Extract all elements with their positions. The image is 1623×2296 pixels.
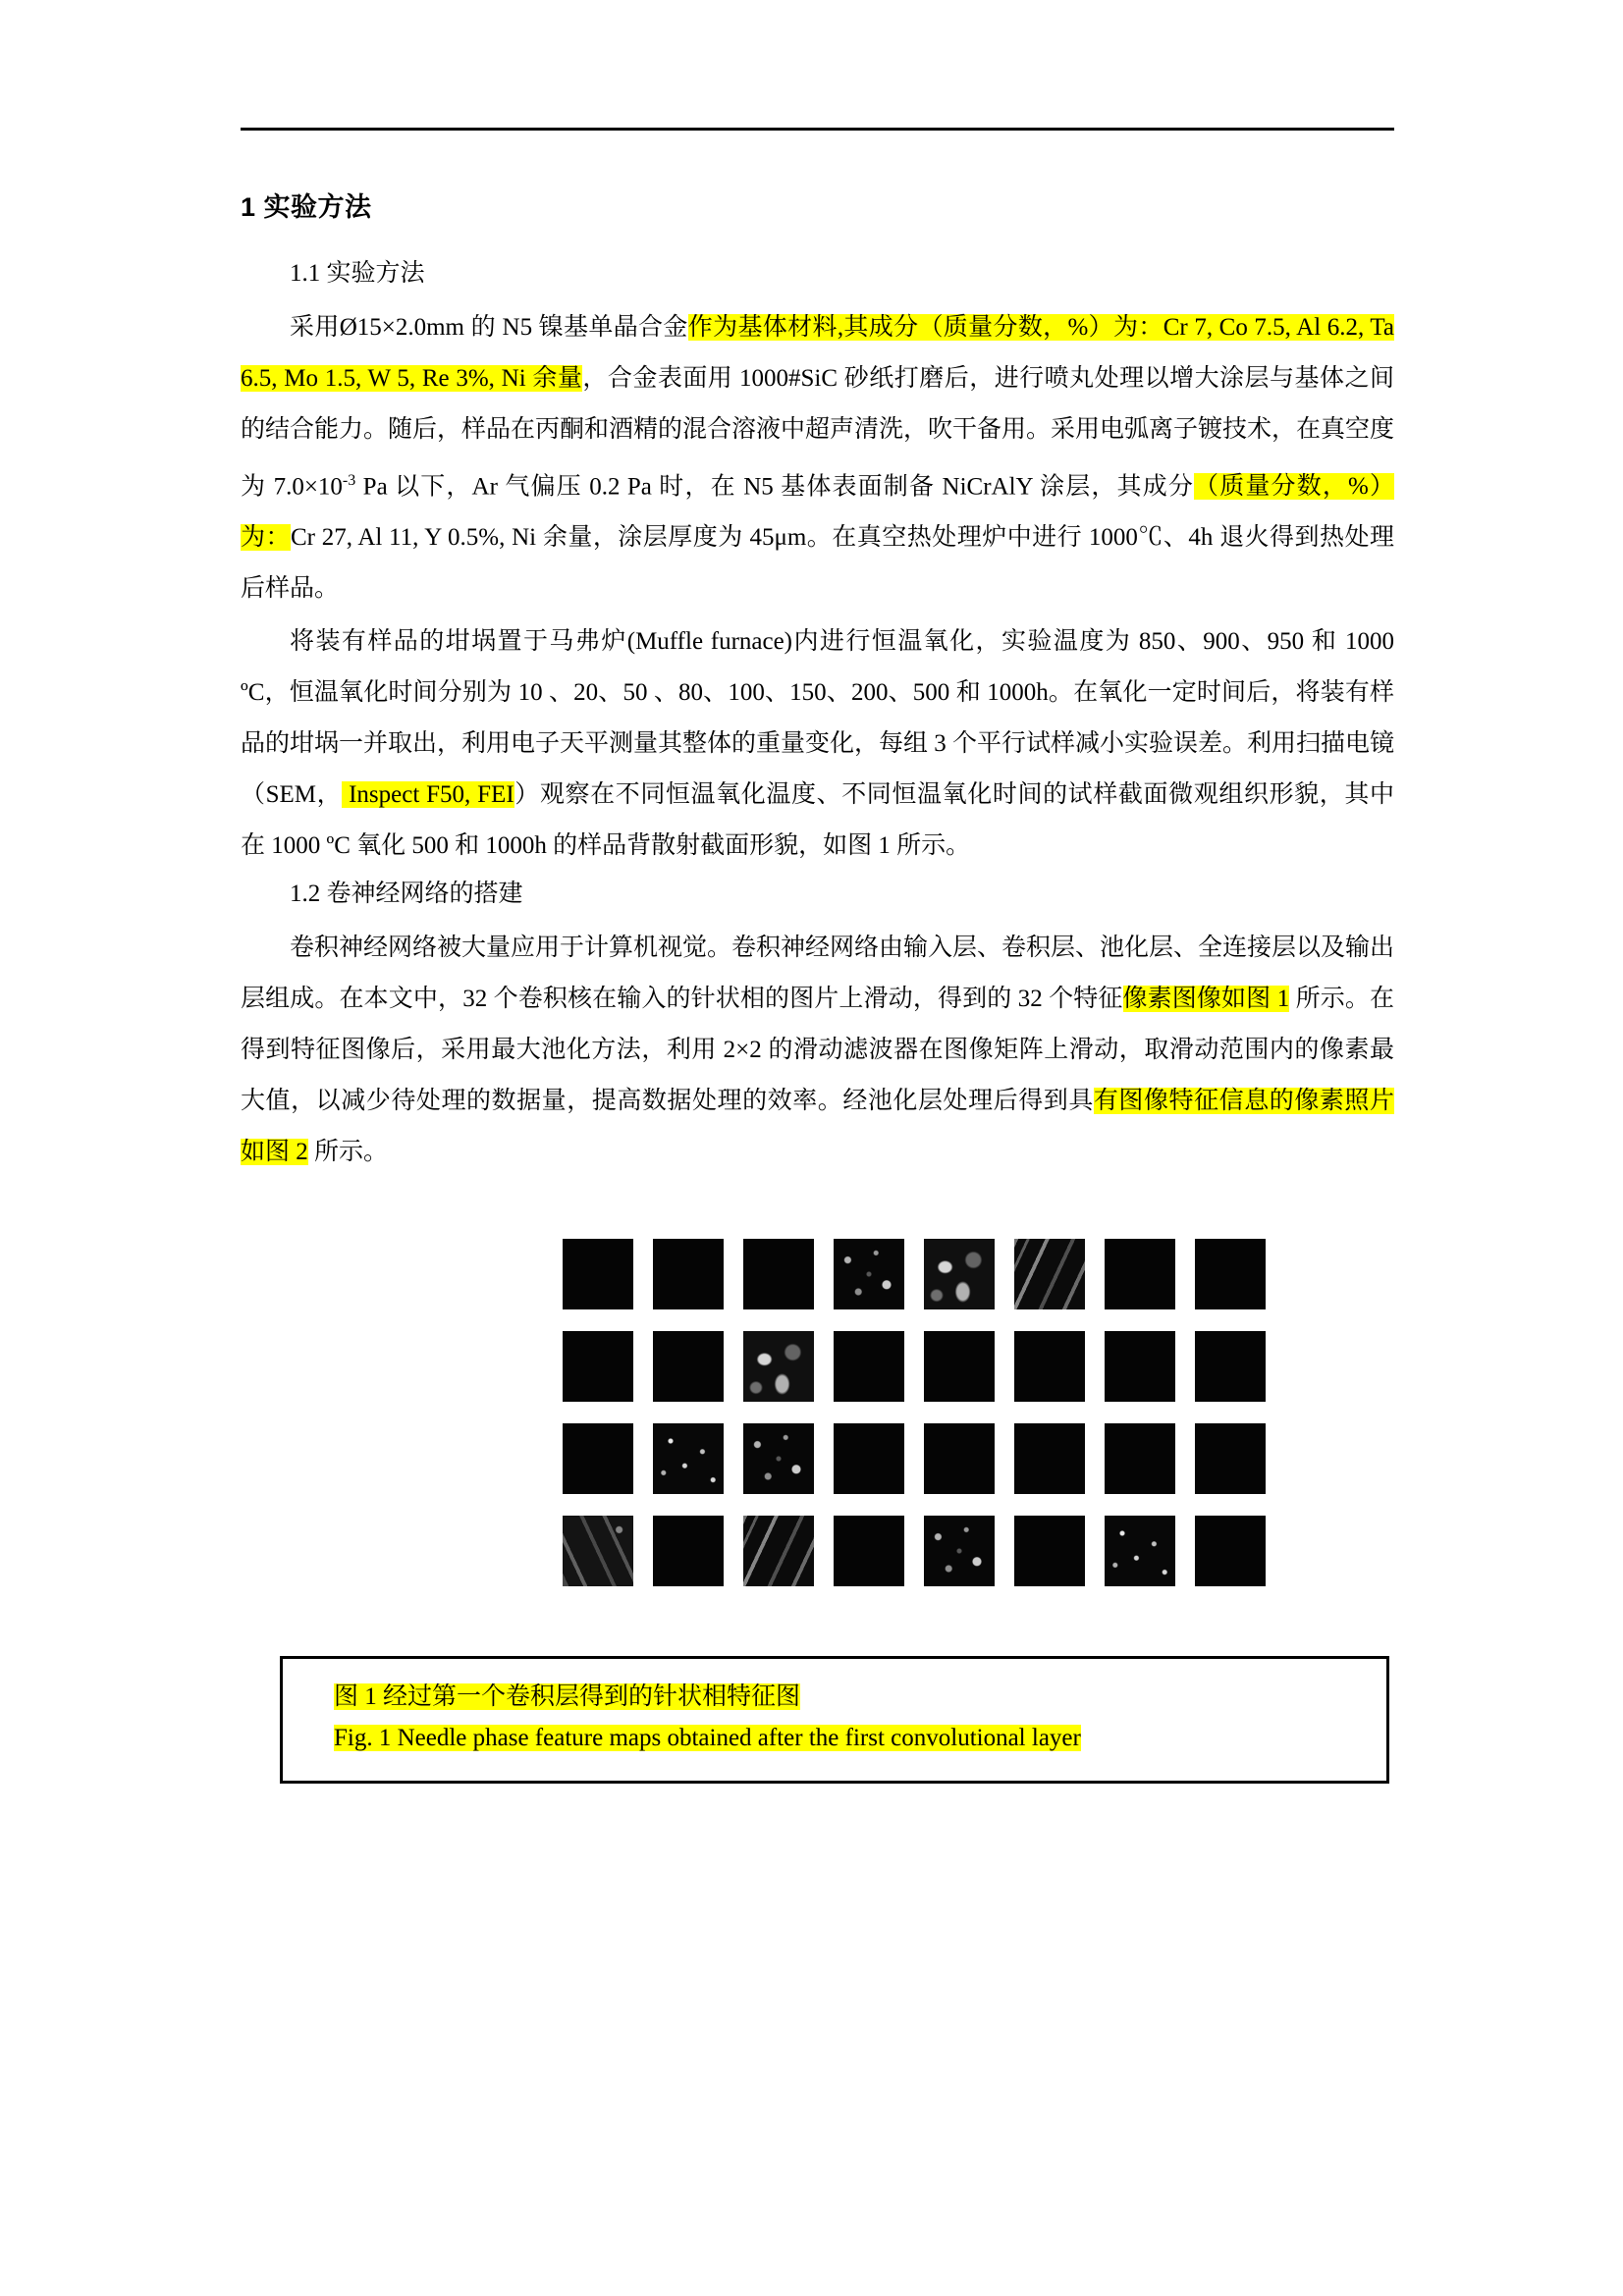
- figure-1-caption-box: [280, 1656, 1389, 1784]
- p1-seg-4: Pa 以下，Ar 气偏压 0.2 Pa 时，在 N5 基体表面制备 NiCrAlY 涂层，其成分: [355, 473, 1195, 501]
- p2-seg-1: 将装有样品的坩埚置于马弗炉(Muffle furnace)内进行恒温氧化，实验温度为 850、900、950 和 1000 ºC，恒温氧化时间分别为 10 、20、50 、80、100、150、200、500 和 1000h。在氧化一定时间后，将装有样品的坩埚一并取出，利用电子天平测量其整体的重量变化，每组 3 个平行试样减小实验误差。利用扫描电镜（SEM，: [241, 628, 1395, 809]
- p3-seg-5: 所示。: [307, 1139, 389, 1166]
- feature-map-tile: [834, 1423, 904, 1494]
- feature-map-tile: [1105, 1423, 1175, 1494]
- feature-map-tile: [743, 1239, 814, 1309]
- feature-map-tile: [924, 1331, 995, 1402]
- p3-seg-1: 卷积神经网络被大量应用于计算机视觉。卷积神经网络由输入层、卷积层、池化层、全连接层以及输出层组成。在本文中，32 个卷积核在输入的针状相的图片上滑动，得到的 32 个特征: [241, 934, 1395, 1013]
- figure-1-image: [241, 1239, 1394, 1627]
- feature-map-tile: [563, 1423, 633, 1494]
- header-rule: [241, 128, 1394, 131]
- feature-map-tile: [924, 1516, 995, 1586]
- feature-map-tile: [653, 1516, 724, 1586]
- feature-map-tile: [834, 1516, 904, 1586]
- figure-caption-en: Fig. 1 Needle phase feature maps obtained after the first convolutional layer: [334, 1725, 1081, 1752]
- feature-map-tile: [653, 1239, 724, 1309]
- paragraph-1: [241, 302, 1394, 614]
- feature-map-tile: [1195, 1239, 1266, 1309]
- feature-map-tile: [653, 1423, 724, 1494]
- feature-map-grid: [563, 1239, 1266, 1586]
- feature-map-tile: [743, 1516, 814, 1586]
- feature-map-tile: [1014, 1516, 1085, 1586]
- feature-map-tile: [924, 1239, 995, 1309]
- p2-highlight-1: Inspect F50, FEI: [342, 781, 514, 809]
- feature-map-tile: [1014, 1239, 1085, 1309]
- paragraph-3: [241, 923, 1394, 1178]
- feature-map-tile: [924, 1423, 995, 1494]
- subsection-heading-1-1: 1.1 实验方法: [290, 260, 425, 287]
- p1-seg-1: 采用Ø15×2.0mm 的 N5 镍基单晶合金: [290, 314, 688, 341]
- p2-seg-3: ）观察在不同恒温氧化温度、不同恒温氧化时间的试样截面微观组织形貌，其中在 1000 ºC 氧化 500 和 1000h 的样品背散射截面形貌，如图 1 所示。: [241, 781, 1394, 860]
- feature-map-tile: [563, 1239, 633, 1309]
- p1-exponent: -3: [342, 472, 356, 489]
- p1-highlight-2: （质量分数，%）为：: [241, 473, 1394, 552]
- feature-map-tile: [1014, 1331, 1085, 1402]
- feature-map-tile: [1195, 1331, 1266, 1402]
- page-title: 1 实验方法: [241, 192, 372, 222]
- subsection-heading-1-2: 1.2 卷神经网络的搭建: [290, 881, 523, 908]
- feature-map-tile: [743, 1423, 814, 1494]
- feature-map-tile: [1014, 1423, 1085, 1494]
- figure-caption-cn: 图 1 经过第一个卷积层得到的针状相特征图: [334, 1683, 801, 1711]
- paragraph-2: [241, 616, 1394, 872]
- p1-seg-6: Cr 27, Al 11, Y 0.5%, Ni 余量，涂层厚度为 45μm。在真空热处理炉中进行 1000℃、4h 退火得到热处理后样品。: [241, 524, 1394, 603]
- p1-highlight-1: 作为基体材料,其成分（质量分数，%）为：Cr 7, Co 7.5, Al 6.2, Ta 6.5, Mo 1.5, W 5, Re 3%, Ni 余量: [241, 314, 1395, 392]
- p3-highlight-2: 有图像特征信息的像素照片如图 2: [241, 1088, 1394, 1166]
- feature-map-tile: [834, 1331, 904, 1402]
- feature-map-tile: [1105, 1331, 1175, 1402]
- feature-map-tile: [743, 1331, 814, 1402]
- p1-seg-3: ，合金表面用 1000#SiC 砂纸打磨后，进行喷丸处理以增大涂层与基体之间的结合能力。随后，样品在丙酮和酒精的混合溶液中超声清洗，吹干备用。采用电弧离子镀技术，在真空度为 7.0×10: [241, 365, 1395, 501]
- page-content: [241, 128, 1394, 1784]
- feature-map-tile: [1195, 1423, 1266, 1494]
- p3-seg-3: 所示。在得到特征图像后，采用最大池化方法，利用 2×2 的滑动滤波器在图像矩阵上滑动，取滑动范围内的像素最大值，以减少待处理的数据量，提高数据处理的效率。经池化层处理后得到具: [241, 986, 1394, 1115]
- feature-map-tile: [563, 1331, 633, 1402]
- feature-map-tile: [563, 1516, 633, 1586]
- feature-map-tile: [1105, 1239, 1175, 1309]
- feature-map-tile: [1105, 1516, 1175, 1586]
- p3-highlight-1: 像素图像如图 1: [1122, 986, 1290, 1013]
- feature-map-tile: [1195, 1516, 1266, 1586]
- feature-map-tile: [834, 1239, 904, 1309]
- feature-map-tile: [653, 1331, 724, 1402]
